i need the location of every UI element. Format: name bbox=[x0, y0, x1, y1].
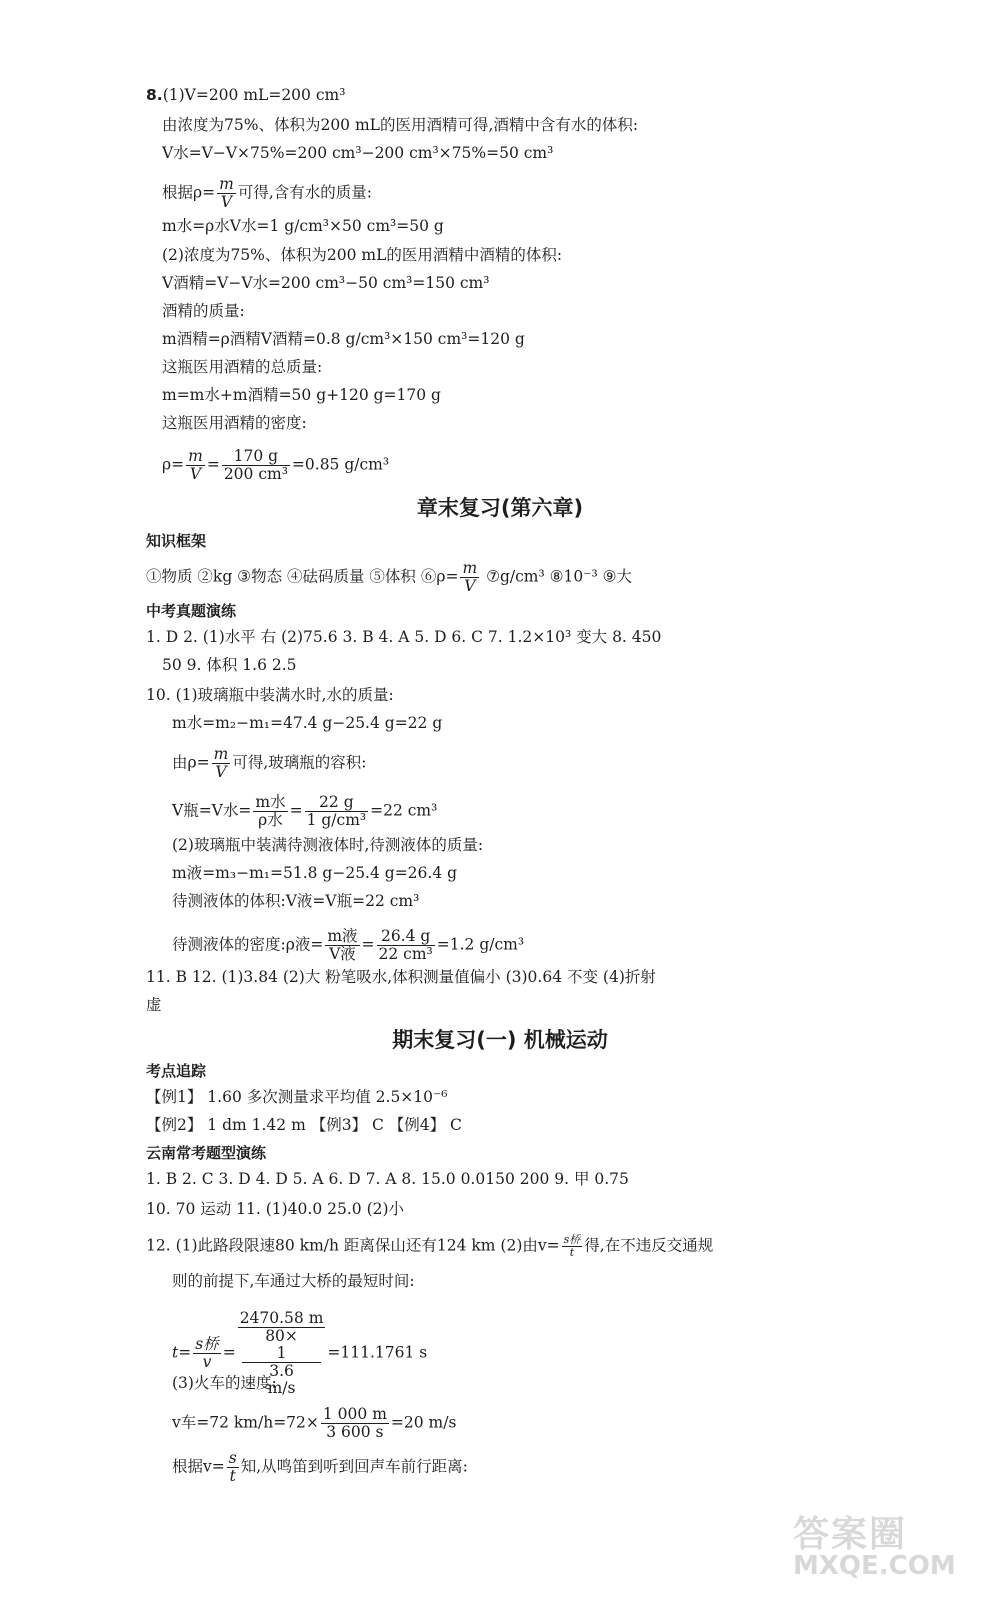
denominator: t bbox=[229, 1467, 236, 1485]
numerator: 170 g bbox=[222, 448, 290, 466]
denominator: V bbox=[215, 763, 227, 781]
fraction bbox=[253, 794, 287, 829]
last-prefix: 根据v= bbox=[172, 1457, 225, 1476]
q8-line1 bbox=[146, 84, 345, 106]
fraction bbox=[377, 928, 435, 963]
numerator: 1 bbox=[242, 1345, 322, 1363]
q12-line bbox=[146, 1234, 713, 1259]
q8-number: 8. bbox=[146, 86, 163, 104]
q10-l3-result: =22 cm³ bbox=[370, 801, 438, 820]
numerator: s bbox=[228, 1449, 237, 1467]
q11-line2: 虚 bbox=[146, 996, 162, 1014]
equals: = bbox=[289, 801, 303, 820]
q8-l7: V酒精=V−V水=200 cm³−50 cm³=150 cm³ bbox=[162, 274, 490, 292]
denominator: V bbox=[189, 465, 202, 483]
numerator: 2470.58 m bbox=[239, 1309, 324, 1327]
numerator: 26.4 g bbox=[377, 928, 435, 946]
fraction bbox=[305, 794, 369, 829]
example1: 【例1】 1.60 多次测量求平均值 2.5×10⁻⁶ bbox=[146, 1088, 448, 1106]
time-result: =111.1761 s bbox=[327, 1343, 428, 1362]
q8-l2: 由浓度为75%、体积为200 mL的医用酒精可得,酒精中含有水的体积: bbox=[162, 116, 639, 134]
framework-text-a: ①物质 ②kg ③物态 ④砝码质量 ⑤体积 ⑥ρ= bbox=[146, 567, 459, 586]
q12-line2: 则的前提下,车通过大桥的最短时间: bbox=[172, 1272, 415, 1290]
q12-part3: (3)火车的速度: bbox=[172, 1374, 277, 1392]
q8-l11: m=m水+m酒精=50 g+120 g=170 g bbox=[162, 386, 441, 404]
yunnan-answers-line1: 1. B 2. C 3. D 4. D 5. A 6. D 7. A 8. 15.0 0.0150 200 9. 甲 0.75 bbox=[146, 1170, 629, 1188]
fraction bbox=[321, 1406, 389, 1441]
train-speed bbox=[172, 1406, 456, 1441]
q8-l5: m水=ρ水V水=1 g/cm³×50 cm³=50 g bbox=[162, 217, 444, 235]
fraction bbox=[212, 746, 231, 781]
numerator: 1 000 m bbox=[322, 1405, 387, 1423]
equals: = bbox=[206, 455, 220, 474]
numerator: s桥 bbox=[195, 1335, 219, 1353]
denominator: V液 bbox=[329, 945, 356, 963]
q10-line: 10. (1)玻璃瓶中装满水时,水的质量: bbox=[146, 686, 394, 704]
q12-prefix: 12. (1)此路段限速80 km/h 距离保山还有124 km (2)由v= bbox=[146, 1236, 560, 1255]
time-prefix: t= bbox=[172, 1343, 192, 1362]
q10-l5: m液=m₃−m₁=51.8 g−25.4 g=26.4 g bbox=[172, 864, 458, 882]
example2: 【例2】 1 dm 1.42 m 【例3】 C 【例4】 C bbox=[146, 1116, 462, 1134]
q8-l6: (2)浓度为75%、体积为200 mL的医用酒精中酒精的体积: bbox=[162, 246, 563, 264]
q8-l4 bbox=[162, 176, 372, 211]
q10-l1: m水=m₂−m₁=47.4 g−25.4 g=22 g bbox=[172, 714, 443, 732]
yunnan-label: 云南常考题型演练 bbox=[146, 1144, 267, 1162]
watermark-en: MXQE.COM bbox=[793, 1551, 956, 1581]
denominator-part: 80× bbox=[265, 1327, 298, 1345]
equals: = bbox=[361, 935, 375, 954]
q8-l8: 酒精的质量: bbox=[162, 302, 245, 320]
q10-l7-prefix: 待测液体的密度:ρ液= bbox=[172, 935, 324, 954]
numerator: m bbox=[219, 175, 234, 193]
q8-l10: 这瓶医用酒精的总质量: bbox=[162, 358, 323, 376]
q10-l2-prefix: 由ρ= bbox=[172, 753, 210, 772]
denominator: v bbox=[202, 1353, 212, 1371]
fraction bbox=[222, 448, 290, 483]
fraction bbox=[227, 1450, 239, 1485]
density-prefix: ρ= bbox=[162, 455, 185, 474]
q11-line: 11. B 12. (1)3.84 (2)大 粉笔吸水,体积测量值偏小 (3)0.64 不变 (4)折射 bbox=[146, 968, 656, 986]
numerator: 22 g bbox=[305, 794, 369, 812]
exam-answers-line1: 1. D 2. (1)水平 右 (2)75.6 3. B 4. A 5. D 6. C 7. 1.2×10³ 变大 8. 450 bbox=[146, 628, 662, 646]
q8-l4-suffix: 可得,含有水的质量: bbox=[237, 183, 372, 202]
section-title-ch6: 章末复习(第六章) bbox=[416, 496, 584, 520]
equals: = bbox=[222, 1343, 236, 1362]
speed-result: =20 m/s bbox=[390, 1413, 457, 1432]
denominator: t bbox=[569, 1246, 575, 1259]
fraction bbox=[186, 448, 205, 483]
density-result: =0.85 g/cm³ bbox=[291, 455, 390, 474]
fraction bbox=[217, 176, 236, 211]
q10-l6: 待测液体的体积:V液=V瓶=22 cm³ bbox=[172, 892, 420, 910]
section-title-final1: 期末复习(一) 机械运动 bbox=[392, 1028, 608, 1052]
numerator: m bbox=[462, 559, 478, 577]
numerator: m水 bbox=[255, 793, 286, 811]
q10-l7-result: =1.2 g/cm³ bbox=[436, 935, 525, 954]
denominator: V bbox=[464, 577, 476, 595]
framework-label: 知识框架 bbox=[146, 532, 207, 550]
yunnan-answers-line2: 10. 70 运动 11. (1)40.0 25.0 (2)小 bbox=[146, 1200, 405, 1218]
denominator: ρ水 bbox=[258, 811, 283, 829]
last-line bbox=[172, 1450, 468, 1485]
denominator-unit: m/s bbox=[267, 1379, 296, 1397]
fraction bbox=[460, 560, 479, 595]
q10-l2 bbox=[172, 746, 366, 781]
q8-l9: m酒精=ρ酒精V酒精=0.8 g/cm³×150 cm³=120 g bbox=[162, 330, 525, 348]
q8-l3: V水=V−V×75%=200 cm³−200 cm³×75%=50 cm³ bbox=[162, 144, 554, 162]
numerator: m bbox=[188, 447, 203, 465]
q8-l13 bbox=[162, 448, 389, 483]
watermark-cn: 答案圈 bbox=[793, 1514, 908, 1555]
denominator: 1 g/cm³ bbox=[306, 811, 367, 829]
q10-l7 bbox=[172, 928, 524, 963]
fraction bbox=[562, 1234, 583, 1259]
track-label: 考点追踪 bbox=[146, 1062, 207, 1080]
q8-l1: (1)V=200 mL=200 cm³ bbox=[162, 86, 346, 104]
exam-answers-line2: 50 9. 体积 1.6 2.5 bbox=[162, 656, 297, 674]
watermark-logo bbox=[793, 1506, 978, 1586]
fraction bbox=[325, 928, 359, 963]
q8-l4-prefix: 根据ρ= bbox=[162, 183, 216, 202]
denominator: 3 600 s bbox=[326, 1423, 384, 1441]
numerator: m bbox=[213, 745, 229, 763]
q10-l4: (2)玻璃瓶中装满待测液体时,待测液体的质量: bbox=[172, 836, 484, 854]
framework-line bbox=[146, 560, 632, 595]
q10-l3 bbox=[172, 794, 437, 829]
last-suffix: 知,从鸣笛到听到回声车前行距离: bbox=[240, 1457, 468, 1476]
speed-prefix: v车=72 km/h=72× bbox=[172, 1413, 319, 1432]
framework-text-b: ⑦g/cm³ ⑧10⁻³ ⑨大 bbox=[481, 567, 632, 586]
fraction bbox=[193, 1336, 220, 1371]
q10-l3-prefix: V瓶=V水= bbox=[172, 801, 252, 820]
denominator: 22 cm³ bbox=[378, 945, 433, 963]
denominator: V bbox=[220, 193, 233, 211]
denominator: 3.6 bbox=[269, 1362, 294, 1380]
exam-label: 中考真题演练 bbox=[146, 602, 237, 620]
q12-suffix: 得,在不违反交通规 bbox=[584, 1236, 714, 1255]
numerator: s桥 bbox=[563, 1233, 581, 1246]
numerator: m液 bbox=[327, 927, 358, 945]
q8-l12: 这瓶医用酒精的密度: bbox=[162, 414, 307, 432]
denominator: 200 cm³ bbox=[223, 465, 288, 483]
q10-l2-suffix: 可得,玻璃瓶的容积: bbox=[232, 753, 367, 772]
